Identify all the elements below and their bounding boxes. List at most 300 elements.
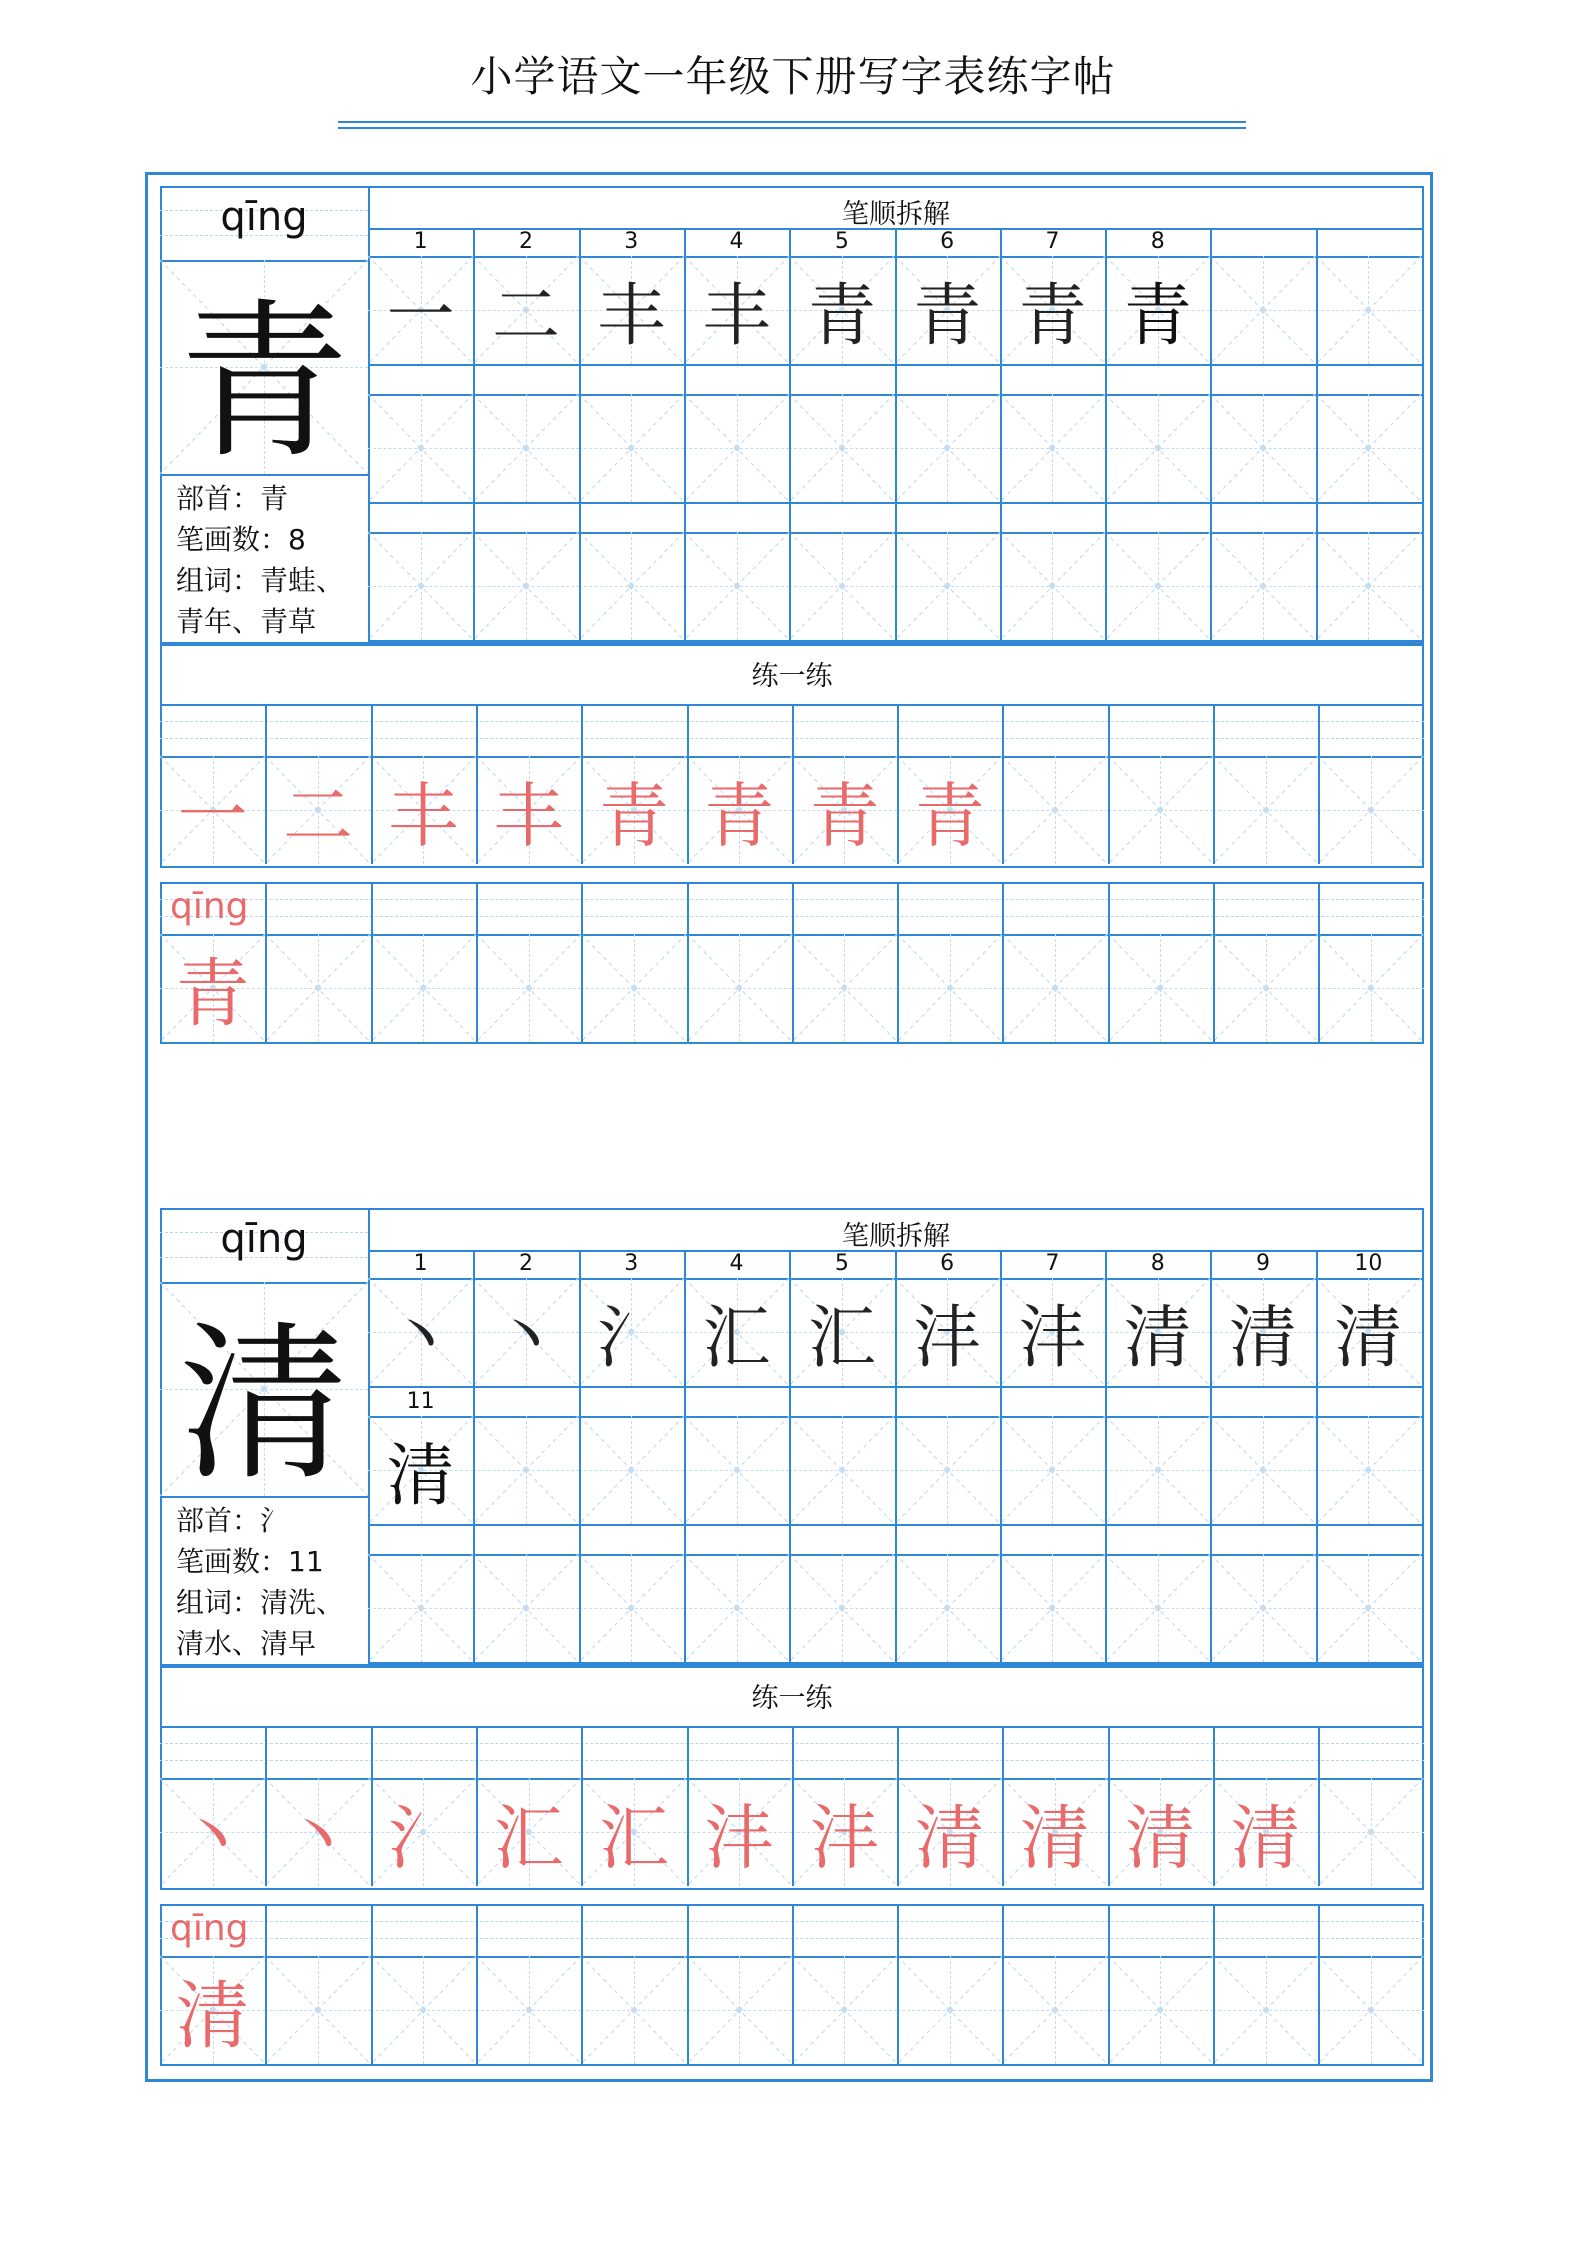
guide-diagonals	[789, 1554, 894, 1662]
trace-row-cell	[581, 1956, 686, 2064]
trace-row-cell	[792, 934, 897, 1042]
stroke-order-row-divider	[473, 1416, 475, 1524]
number-strip-divider	[895, 366, 897, 394]
stroke-order-row-divider	[1105, 1416, 1107, 1524]
guide-diagonals	[684, 394, 789, 502]
trace-row-cell	[1318, 1956, 1423, 2064]
number-strip-divider	[1316, 1526, 1318, 1554]
stroke-order-row-cell	[1316, 532, 1421, 640]
guide-diagonals	[1210, 1416, 1315, 1524]
guide-center-dot	[1052, 807, 1058, 813]
guide-center-dot	[1260, 307, 1266, 313]
stroke-order-row-cell	[1105, 1554, 1210, 1662]
number-strip-divider	[368, 366, 370, 394]
stroke-order-row-cell	[684, 1554, 789, 1662]
guide-center-dot	[1052, 985, 1058, 991]
guide-center-dot	[734, 445, 740, 451]
number-strip-divider	[895, 1526, 897, 1554]
trace-row-cell	[1002, 1956, 1107, 2064]
stroke-order-row-divider	[895, 394, 897, 502]
practice-row-divider	[1108, 756, 1110, 864]
trace-row-cell	[897, 934, 1002, 1042]
stroke-number: 10	[1354, 1251, 1383, 1276]
stroke-number: 6	[940, 1251, 955, 1276]
guide-center-dot	[315, 2007, 321, 2013]
guide-diagonals	[1213, 756, 1318, 864]
guide-center-dot	[1263, 807, 1269, 813]
guide-center-dot	[1368, 2007, 1374, 2013]
page-title: 小学语文一年级下册写字表练字帖	[470, 52, 1116, 101]
number-strip-divider	[1210, 366, 1212, 394]
guide-center-dot	[839, 583, 845, 589]
stroke-order-row-cell	[1316, 256, 1421, 364]
guide-diagonals	[792, 1956, 897, 2064]
stroke-order-row-cell	[895, 394, 1000, 502]
stroke-order-row-cell	[1210, 256, 1315, 364]
trace-row-divider	[581, 1956, 583, 2064]
practice-band-divider	[1108, 704, 1110, 756]
stroke-order-row-cell	[684, 1416, 789, 1524]
words-line-value: 清洗、	[260, 1586, 345, 1619]
guide-diagonals	[1105, 1416, 1210, 1524]
practice-band-divider	[792, 704, 794, 756]
guide-diagonals	[1108, 1956, 1213, 2064]
trace-row-cell	[792, 1956, 897, 2064]
stroke-order-row-cell	[1210, 532, 1315, 640]
practice-row-cell	[1002, 756, 1107, 864]
guide-diagonals	[1002, 934, 1107, 1042]
number-strip-divider	[579, 1388, 581, 1416]
trace-band-divider	[897, 1904, 899, 1956]
guide-diagonals	[1002, 756, 1107, 864]
practice-trace-glyph: 清	[1230, 1796, 1301, 1879]
guide-diagonals	[897, 1956, 1002, 2064]
guide-diagonals	[579, 1554, 684, 1662]
guide-center-dot	[1155, 1605, 1161, 1611]
trace-row-cell	[1318, 934, 1423, 1042]
number-strip-divider	[579, 366, 581, 394]
stroke-order-row-divider	[1000, 532, 1002, 640]
number-strip-divider	[473, 1388, 475, 1416]
practice-row-divider	[1213, 756, 1215, 864]
practice-band-divider	[792, 1726, 794, 1778]
stroke-order-row-cell	[1000, 394, 1105, 502]
number-strip-divider	[1000, 504, 1002, 532]
trace-band-divider	[897, 882, 899, 934]
guide-center-dot	[418, 1605, 424, 1611]
guide-center-dot	[1368, 807, 1374, 813]
guide-diagonals	[581, 934, 686, 1042]
stroke-order-row-cell	[1210, 1416, 1315, 1524]
char-pinyin: qīng	[220, 194, 308, 240]
trace-band-divider	[1318, 882, 1320, 934]
guide-diagonals	[579, 1416, 684, 1524]
practice-band-divider	[581, 1726, 583, 1778]
guide-center-dot	[839, 445, 845, 451]
stroke-step-glyph: 氵	[597, 1298, 666, 1378]
stroke-order-row-divider	[579, 532, 581, 640]
trace-row-divider	[1108, 1956, 1110, 2064]
number-strip-divider	[473, 366, 475, 394]
stroke-step-glyph: 汇	[702, 1298, 771, 1378]
practice-row-divider	[1318, 756, 1320, 864]
trace-row-divider	[1002, 1956, 1004, 2064]
stroke-order-row-cell	[579, 1416, 684, 1524]
stroke-number: 1	[413, 1251, 428, 1276]
trace-row-divider	[265, 1956, 267, 2064]
trace-band-divider	[1108, 1904, 1110, 1956]
stroke-step-glyph: 二	[491, 276, 560, 356]
trace-pinyin: qīng	[170, 1908, 249, 1949]
guide-center-dot	[1155, 445, 1161, 451]
guide-diagonals	[1210, 532, 1315, 640]
trace-band-divider	[371, 882, 373, 934]
trace-row-divider	[792, 1956, 794, 2064]
number-strip-divider	[895, 504, 897, 532]
stroke-order-row-divider	[579, 1554, 581, 1662]
stroke-order-row-cell	[1105, 1416, 1210, 1524]
guide-diagonals	[895, 394, 1000, 502]
number-strip-divider	[1105, 504, 1107, 532]
guide-diagonals	[1316, 394, 1421, 502]
guide-center-dot	[839, 1467, 845, 1473]
guide-diagonals	[684, 532, 789, 640]
trace-row-divider	[1318, 934, 1320, 1042]
trace-pinyin: qīng	[170, 886, 249, 927]
trace-band-divider	[476, 882, 478, 934]
guide-diagonals	[473, 532, 578, 640]
stroke-count-line-value: 11	[288, 1545, 324, 1578]
guide-center-dot	[418, 445, 424, 451]
guide-diagonals	[895, 532, 1000, 640]
trace-char: 青	[175, 951, 250, 1037]
guide-diagonals	[687, 1956, 792, 2064]
stroke-order-row-divider	[1210, 394, 1212, 502]
stroke-order-row-divider	[473, 394, 475, 502]
practice-trace-glyph: 丰	[388, 774, 459, 857]
trace-row-divider	[1002, 934, 1004, 1042]
stroke-order-row-cell	[1316, 1554, 1421, 1662]
stroke-order-row-cell	[1316, 1416, 1421, 1524]
number-strip-divider	[684, 366, 686, 394]
number-strip-divider	[1000, 1388, 1002, 1416]
number-strip-divider	[579, 1526, 581, 1554]
trace-band-divider	[265, 882, 267, 934]
practice-trace-glyph: 汇	[493, 1796, 564, 1879]
stroke-number: 5	[834, 1251, 849, 1276]
practice-band-divider	[371, 704, 373, 756]
guide-diagonals	[368, 1554, 473, 1662]
stroke-order-row-divider	[1316, 1416, 1318, 1524]
practice-trace-glyph: 沣	[809, 1796, 880, 1879]
guide-diagonals	[1316, 1554, 1421, 1662]
stroke-order-row-divider	[1316, 532, 1318, 640]
stroke-order-row-cell	[579, 1554, 684, 1662]
stroke-order-row-divider	[684, 1554, 686, 1662]
number-strip-divider	[1316, 504, 1318, 532]
guide-diagonals	[1108, 934, 1213, 1042]
practice-band-divider	[1318, 704, 1320, 756]
stroke-order-row-divider	[1210, 1416, 1212, 1524]
practice-trace-glyph: 沣	[704, 1796, 775, 1879]
stroke-order-row-cell	[473, 1554, 578, 1662]
practice-trace-glyph: 青	[809, 774, 880, 857]
guide-center-dot	[1263, 2007, 1269, 2013]
guide-diagonals	[1318, 1956, 1423, 2064]
stroke-order-row-cell	[684, 394, 789, 502]
guide-diagonals	[1105, 1554, 1210, 1662]
trace-row-cell	[1213, 1956, 1318, 2064]
trace-row-divider	[897, 934, 899, 1042]
trace-row-divider	[897, 1956, 899, 2064]
trace-row-cell	[1108, 1956, 1213, 2064]
stroke-number: 11	[406, 1389, 435, 1414]
stroke-number: 8	[1150, 229, 1165, 254]
stroke-number: 7	[1045, 229, 1060, 254]
stroke-order-row-divider	[579, 394, 581, 502]
stroke-order-row-cell	[1105, 532, 1210, 640]
words-line-label: 组词：	[176, 564, 261, 597]
stroke-number: 3	[624, 1251, 639, 1276]
stroke-step-glyph: 青	[807, 276, 876, 356]
stroke-order-row-cell	[1316, 394, 1421, 502]
trace-band-divider	[1108, 882, 1110, 934]
trace-band-divider	[687, 1904, 689, 1956]
stroke-order-row-divider	[1316, 1554, 1318, 1662]
practice-row-divider	[1318, 1778, 1320, 1886]
guide-center-dot	[1368, 1829, 1374, 1835]
stroke-step-glyph: 清	[1229, 1298, 1298, 1378]
practice-trace-glyph: 一	[177, 774, 248, 857]
guide-center-dot	[1260, 1605, 1266, 1611]
stroke-count-line-label: 笔画数：	[176, 523, 289, 556]
stroke-order-row-cell	[368, 394, 473, 502]
practice-trace-glyph: 清	[1125, 1796, 1196, 1879]
stroke-order-row-cell	[368, 1554, 473, 1662]
practice-band-divider	[1002, 1726, 1004, 1778]
stroke-number: 3	[624, 229, 639, 254]
stroke-order-row-divider	[789, 1416, 791, 1524]
guide-center-dot	[523, 1605, 529, 1611]
practice-trace-glyph: 青	[598, 774, 669, 857]
trace-row-cell	[1213, 934, 1318, 1042]
trace-band-divider	[476, 1904, 478, 1956]
number-strip-divider	[1210, 1388, 1212, 1416]
radical-line-label: 部首：	[176, 482, 261, 515]
stroke-order-row-divider	[684, 532, 686, 640]
stroke-step-glyph: 沣	[913, 1298, 982, 1378]
stroke-number: 1	[413, 229, 428, 254]
guide-diagonals	[792, 934, 897, 1042]
stroke-order-title: 笔顺拆解	[842, 1221, 950, 1252]
stroke-order-row-divider	[1105, 394, 1107, 502]
stroke-order-row-cell	[473, 1416, 578, 1524]
trace-row-cell	[581, 934, 686, 1042]
guide-diagonals	[473, 1416, 578, 1524]
trace-row-cell	[476, 1956, 581, 2064]
stroke-order-row-divider	[684, 394, 686, 502]
trace-band-divider	[371, 1904, 373, 1956]
trace-row-cell	[1108, 934, 1213, 1042]
guide-center-dot	[526, 985, 532, 991]
number-strip-divider	[684, 504, 686, 532]
guide-diagonals	[897, 934, 1002, 1042]
practice-band-divider	[371, 1726, 373, 1778]
number-strip-divider	[1105, 1388, 1107, 1416]
guide-center-dot	[523, 583, 529, 589]
trace-band-divider	[687, 882, 689, 934]
words-line	[176, 1582, 376, 1623]
guide-center-dot	[418, 583, 424, 589]
trace-row-divider	[792, 934, 794, 1042]
guide-diagonals	[1000, 532, 1105, 640]
stroke-order-row-divider	[789, 394, 791, 502]
guide-diagonals	[1318, 1778, 1423, 1886]
practice-trace-glyph: 青	[704, 774, 775, 857]
practice-trace-glyph: 丶	[177, 1796, 248, 1879]
guide-center-dot	[947, 985, 953, 991]
stroke-step-glyph: 青	[1018, 276, 1087, 356]
trace-row-cell	[265, 934, 370, 1042]
stroke-order-row-divider	[1000, 1416, 1002, 1524]
radical-line-value: 氵	[260, 1504, 289, 1537]
guide-diagonals	[1000, 1416, 1105, 1524]
stroke-order-row-cell	[368, 532, 473, 640]
guide-diagonals	[1213, 934, 1318, 1042]
practice-band-divider	[265, 1726, 267, 1778]
stroke-order-row-divider	[1210, 1554, 1212, 1662]
guide-diagonals	[1210, 394, 1315, 502]
trace-row-divider	[1318, 1956, 1320, 2064]
stroke-order-row-cell	[789, 394, 894, 502]
stroke-order-row-cell	[895, 532, 1000, 640]
guide-diagonals	[789, 394, 894, 502]
stroke-order-row-divider	[1105, 532, 1107, 640]
number-strip-divider	[684, 1388, 686, 1416]
words-line-label: 组词：	[176, 1586, 261, 1619]
practice-band-divider	[1002, 704, 1004, 756]
stroke-step-glyph: 丶	[386, 1298, 455, 1378]
guide-center-dot	[1155, 583, 1161, 589]
radical-line-label: 部首：	[176, 1504, 261, 1537]
guide-diagonals	[789, 1416, 894, 1524]
guide-diagonals	[895, 1554, 1000, 1662]
stroke-order-row-divider	[473, 1554, 475, 1662]
practice-row-cell	[1108, 756, 1213, 864]
guide-diagonals	[687, 934, 792, 1042]
row-divider	[368, 640, 1424, 642]
stroke-step-glyph: 沣	[1018, 1298, 1087, 1378]
guide-center-dot	[526, 2007, 532, 2013]
stroke-order-row-divider	[1210, 532, 1212, 640]
words-line-2-label: 清水、清早	[176, 1627, 317, 1660]
trace-row-divider	[476, 934, 478, 1042]
guide-center-dot	[315, 985, 321, 991]
stroke-number: 5	[834, 229, 849, 254]
guide-diagonals	[1318, 934, 1423, 1042]
trace-row-cell	[687, 1956, 792, 2064]
stroke-step-glyph: 青	[1123, 276, 1192, 356]
stroke-step-glyph: 丶	[491, 1298, 560, 1378]
guide-center-dot	[1260, 1467, 1266, 1473]
number-strip-divider	[1000, 366, 1002, 394]
trace-row-divider	[1108, 934, 1110, 1042]
guide-center-dot	[947, 2007, 953, 2013]
trace-row-divider	[581, 934, 583, 1042]
trace-row-cell	[687, 934, 792, 1042]
trace-char: 清	[175, 1973, 250, 2059]
stroke-count-line	[176, 519, 376, 560]
stroke-order-row-cell	[789, 1554, 894, 1662]
practice-trace-glyph: 清	[914, 1796, 985, 1879]
practice-title: 练一练	[751, 661, 833, 692]
practice-row-cell	[1213, 756, 1318, 864]
char-info	[176, 478, 376, 642]
trace-row-cell	[371, 1956, 476, 2064]
guide-diagonals	[1210, 1554, 1315, 1662]
practice-band-divider	[1213, 704, 1215, 756]
number-strip-divider	[1316, 1388, 1318, 1416]
stroke-number: 6	[940, 229, 955, 254]
practice-trace-glyph: 二	[282, 774, 353, 857]
trace-band-divider	[581, 1904, 583, 1956]
stroke-order-row-divider	[684, 1416, 686, 1524]
stroke-order-row-cell	[895, 1416, 1000, 1524]
char-pinyin: qīng	[220, 1216, 308, 1262]
practice-row-divider	[1002, 756, 1004, 864]
number-strip-divider	[1316, 228, 1318, 256]
stroke-order-row-cell	[579, 532, 684, 640]
stroke-order-row-divider	[1000, 394, 1002, 502]
guide-diagonals	[265, 1956, 370, 2064]
guide-diagonals	[789, 532, 894, 640]
trace-row-divider	[1213, 1956, 1215, 2064]
stroke-order-row-cell	[684, 532, 789, 640]
stroke-order-row-divider	[789, 1554, 791, 1662]
guide-diagonals	[1002, 1956, 1107, 2064]
trace-row-cell	[265, 1956, 370, 2064]
stroke-order-row-divider	[1316, 256, 1318, 364]
guide-diagonals	[1108, 756, 1213, 864]
guide-center-dot	[523, 445, 529, 451]
number-strip-divider	[789, 504, 791, 532]
practice-band-divider	[687, 1726, 689, 1778]
stroke-order-row-cell	[579, 394, 684, 502]
guide-diagonals	[473, 1554, 578, 1662]
stroke-order-row-cell	[1210, 394, 1315, 502]
number-strip-divider	[1210, 228, 1212, 256]
practice-band-divider	[687, 704, 689, 756]
stroke-step-glyph: 丰	[702, 276, 771, 356]
guide-diagonals	[265, 934, 370, 1042]
guide-diagonals	[1316, 532, 1421, 640]
number-strip-divider	[789, 1526, 791, 1554]
guide-diagonals	[1000, 1554, 1105, 1662]
words-line-value: 青蛙、	[260, 564, 345, 597]
trace-row-cell	[1002, 934, 1107, 1042]
guide-diagonals	[684, 1416, 789, 1524]
guide-diagonals	[476, 934, 581, 1042]
title-rule-top	[338, 121, 1246, 123]
trace-row-cell	[897, 1956, 1002, 2064]
stroke-order-row-divider	[1105, 1554, 1107, 1662]
stroke-order-row-cell	[1000, 1416, 1105, 1524]
guide-diagonals	[1316, 256, 1421, 364]
practice-band-divider	[1108, 1726, 1110, 1778]
guide-diagonals	[1105, 394, 1210, 502]
practice-trace-glyph: 青	[914, 774, 985, 857]
stroke-order-row-cell	[1210, 1554, 1315, 1662]
